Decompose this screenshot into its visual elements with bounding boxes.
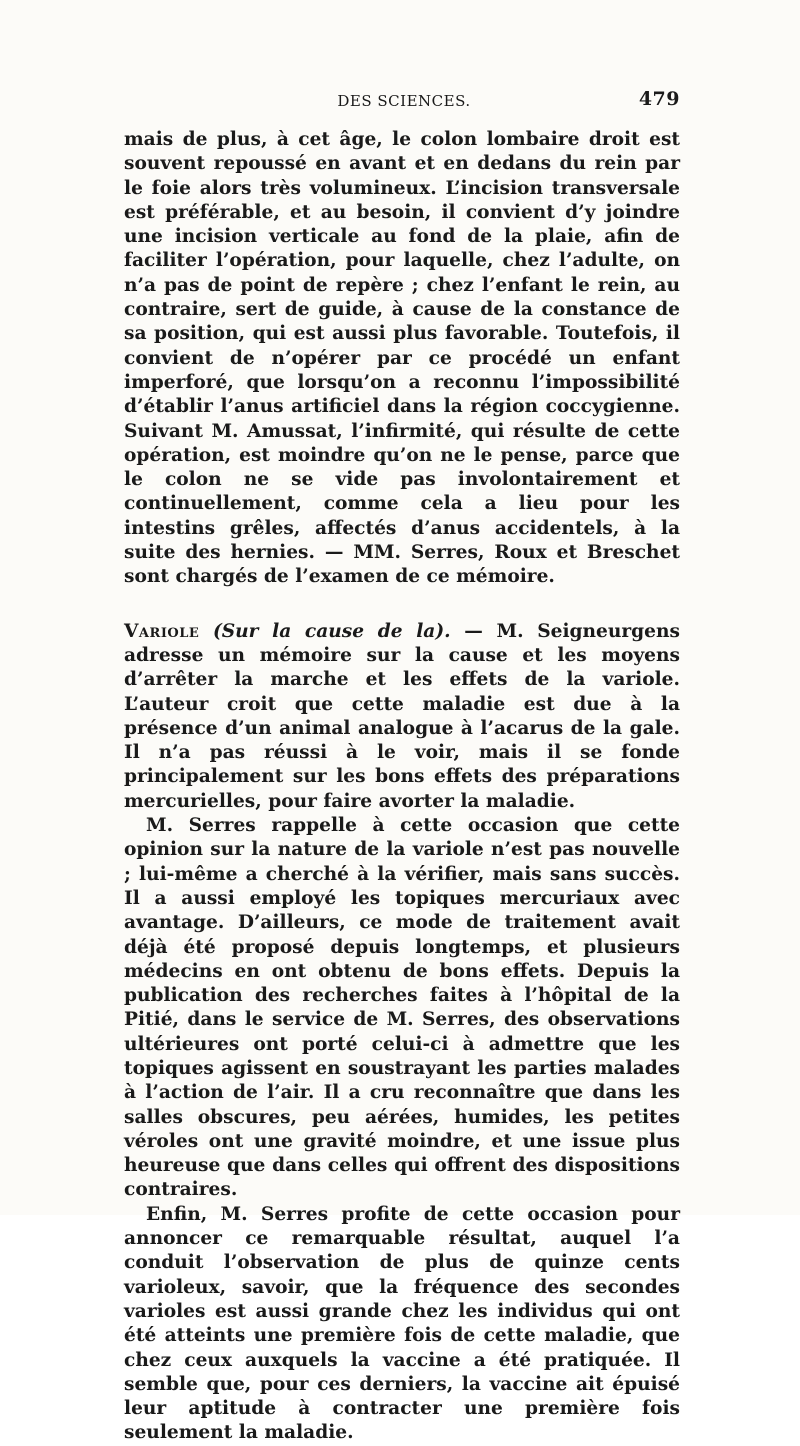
paragraph-variole-text: — M. Seigneurgens adresse un mémoire sur la cause et les moyens d’arrêter la marche et les effets de la variole. L’auteur croit que cette maladie est due à la présence d’un animal analogue à l’acarus de la gale. Il n’a pas réussi à le voir, mais il se fonde principalement sur les bons effets des préparations mercurielles, pour faire avorter la maladie.	[124, 620, 680, 812]
running-title: DES SCIENCES.	[337, 92, 471, 110]
section-subheading: (Sur la cause de la).	[212, 620, 451, 642]
running-header	[128, 88, 680, 118]
body-text	[124, 128, 680, 1446]
paragraph-gap	[124, 590, 680, 620]
section-heading-variole: Variole	[124, 620, 200, 642]
page-number: 479	[638, 88, 680, 110]
paragraph-variole	[124, 620, 680, 814]
paragraph-serres-result: Enfin, M. Serres profite de cette occasion pour annoncer ce remarquable résultat, auquel l’a conduit l’observation de plus de quinze cents varioleux, savoir, que la fréquence des secondes varioles est aussi grande chez les individus qui ont été atteints une première fois de cette maladie, que chez ceux auxquels la vaccine a été pratiquée. Il semble que, pour ces derniers, la vaccine ait épuisé leur aptitude à contracter une première fois seulement la maladie.	[124, 1203, 680, 1444]
paragraph-serres-opinion: M. Serres rappelle à cette occasion que cette opinion sur la nature de la variole n’est pas nouvelle ; lui-même a cherché à la vérifier, mais sans succès. Il a aussi employé les topiques mercuriaux avec avantage. D’ailleurs, ce mode de traitement avait déjà été proposé depuis longtemps, et plusieurs médecins en ont obtenu de bons effets. Depuis la publication des recherches faites à l’hôpital de la Pitié, dans le service de M. Serres, des observations ultérieures ont porté celui-ci à admettre que les topiques agissent en soustrayant les parties malades à l’action de l’air. Il a cru reconnaître que dans les salles obscures, peu aérées, humides, les petites véroles ont une gravité moindre, et une issue plus heureuse que dans celles qui offrent des dispositions contraires.	[124, 815, 680, 1201]
paragraph-amussat: mais de plus, à cet âge, le colon lombaire droit est souvent repoussé en avant et en dedans du rein par le foie alors très volumineux. L’incision transversale est préférable, et au besoin, il convient d’y joindre une incision verticale au fond de la plaie, afin de faciliter l’opération, pour laquelle, chez l’adulte, on n’a pas de point de repère ; chez l’enfant le rein, au contraire, sert de guide, à cause de la constance de sa position, qui est aussi plus favorable. Toutefois, il convient de n’opérer par ce procédé un enfant imperforé, que lorsqu’on a reconnu l’impossibilité d’établir l’anus artificiel dans la région coccygienne. Suivant M. Amussat, l’infirmité, qui résulte de cette opération, est moindre qu’on ne le pense, parce que le colon ne se vide pas involontairement et continuellement, comme cela a lieu pour les intestins grêles, affectés d’anus accidentels, à la suite des hernies. — MM. Serres, Roux et Breschet sont chargés de l’examen de ce mémoire.	[124, 129, 680, 588]
